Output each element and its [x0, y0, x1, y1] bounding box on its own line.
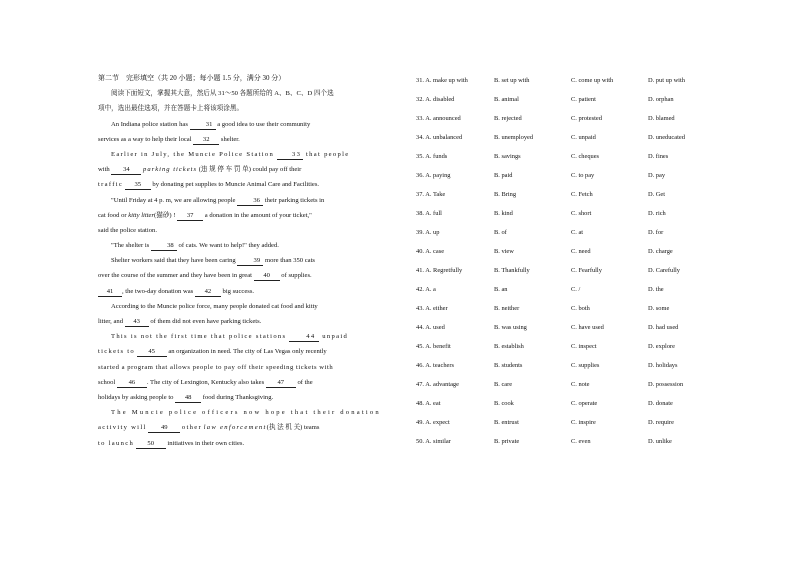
option-a-text: A. teachers [425, 362, 454, 369]
option-a [416, 432, 451, 451]
option-c: C. have used [571, 324, 604, 331]
option-row [416, 280, 716, 299]
option-a-text: A. eat [425, 400, 441, 407]
option-d: D. orphan [648, 96, 674, 103]
option-a [416, 147, 447, 166]
option-a [416, 223, 439, 242]
option-a-text: A. funds [425, 153, 448, 160]
option-b: B. of [494, 229, 507, 236]
option-row [416, 128, 716, 147]
blank-31: 31 [190, 121, 216, 130]
blank-33: 33 [277, 151, 303, 160]
blank-39: 39 [237, 257, 263, 266]
passage-line: activity will 49 other law enforcement(执 法 机 关) teams [98, 424, 320, 432]
option-c: C. inspire [571, 419, 596, 426]
question-number: 37. [416, 191, 424, 198]
option-a-text: A. Take [425, 191, 446, 198]
option-a [416, 166, 450, 185]
blank-32: 32 [193, 136, 219, 145]
option-a-text: A. either [425, 305, 448, 312]
option-d: D. for [648, 229, 664, 236]
option-d: D. some [648, 305, 670, 312]
passage-line: to launch 50 initiatives in their own cities. [98, 439, 245, 447]
option-a [416, 90, 454, 109]
option-a [416, 128, 462, 147]
option-c: C. short [571, 210, 592, 217]
option-a-text: A. up [425, 229, 440, 236]
question-number: 38. [416, 210, 424, 217]
option-c: C. even [571, 438, 591, 445]
question-number: 49. [416, 419, 424, 426]
option-b: B. entrust [494, 419, 519, 426]
passage-line: According to the Muncie police force, many people donated cat food and kitty [111, 302, 318, 310]
question-number: 43. [416, 305, 424, 312]
passage-line: services as a way to help their local 32 shelter. [98, 135, 240, 143]
option-a [416, 299, 448, 318]
option-b: B. an [494, 286, 508, 293]
option-d: D. charge [648, 248, 673, 255]
question-number: 45. [416, 343, 424, 350]
option-d: D. holidays [648, 362, 678, 369]
option-row [416, 166, 716, 185]
option-a [416, 280, 436, 299]
question-number: 47. [416, 381, 424, 388]
option-a-text: A. paying [425, 172, 451, 179]
passage-column [98, 71, 380, 451]
passage-line: "The shelter is 38 of cats. We want to help!" they added. [111, 242, 279, 250]
passage-line: "Until Friday at 4 p. m, we are allowing people 36 their parking tickets in [111, 196, 325, 204]
option-c: C. Fetch [571, 191, 593, 198]
passage-line: litter, and 43 of them did not even have parking tickets. [98, 318, 262, 325]
passage-line: 41 , the two-day donation was 42 big success. [98, 284, 380, 299]
option-row [416, 90, 716, 109]
option-a-text: A. benefit [425, 343, 451, 350]
passage-line: traffic 35 by donating pet supplies to Muncie Animal Care and Facilities. [98, 181, 320, 189]
option-a [416, 356, 454, 375]
option-c: C. supplies [571, 362, 600, 369]
blank-45: 45 [137, 348, 167, 357]
option-row [416, 318, 716, 337]
option-a-text: A. unbalanced [425, 134, 463, 141]
passage-line: The Muncie police officers now hope that their donation [111, 409, 381, 417]
option-a [416, 71, 468, 90]
blank-44: 44 [289, 333, 319, 342]
option-a-text: A. case [425, 248, 445, 255]
blank-41: 41 [98, 288, 122, 297]
option-d: D. Carefully [648, 267, 680, 274]
option-d: D. blamed [648, 115, 675, 122]
option-row [416, 147, 716, 166]
question-number: 32. [416, 96, 424, 103]
question-number: 36. [416, 172, 424, 179]
option-d: D. had used [648, 324, 679, 331]
question-number: 35. [416, 153, 424, 160]
option-b: B. Bring [494, 191, 517, 198]
option-c: C. patient [571, 96, 596, 103]
passage-line: cat food or kitty litter(猫砂) ! 37 a donation in the amount of your ticket," [98, 211, 312, 219]
option-b: B. set up with [494, 77, 530, 84]
option-a-text: A. announced [425, 115, 461, 122]
option-d: D. fines [648, 153, 669, 160]
option-a [416, 109, 461, 128]
passage-line: An Indiana police station has 31 a good idea to use their community [111, 120, 311, 128]
question-number: 50. [416, 438, 424, 445]
option-c: C. both [571, 305, 590, 312]
section-title: 第二节 完形填空（共 20 小题；每小题 1.5 分，满分 30 分） [98, 74, 286, 82]
passage-line: with 34 parking tickets (违 规 停 车 罚 单) could pay off their [98, 166, 302, 174]
passage-line: over the course of the summer and they have been in great 40 of supplies. [98, 272, 312, 280]
option-row [416, 356, 716, 375]
option-row [416, 261, 716, 280]
option-b: B. Thankfully [494, 267, 530, 274]
question-number: 46. [416, 362, 424, 369]
passage-line: holidays by asking people to 48 food during Thanksgiving. [98, 393, 274, 401]
blank-50: 50 [136, 440, 166, 449]
option-a-text: A. make up with [425, 77, 468, 84]
option-a-text: A. disabled [425, 96, 455, 103]
option-a [416, 185, 445, 204]
option-d: D. unlike [648, 438, 672, 445]
passage-line: said the police station. [98, 226, 157, 234]
blank-43: 43 [125, 318, 149, 327]
blank-34: 34 [111, 166, 141, 175]
option-a-text: A. Regretfully [425, 267, 463, 274]
option-d: D. pay [648, 172, 666, 179]
question-number: 42. [416, 286, 424, 293]
blank-48: 48 [175, 394, 201, 403]
option-b: B. paid [494, 172, 513, 179]
question-number: 39. [416, 229, 424, 236]
option-row [416, 394, 716, 413]
option-d: D. explore [648, 343, 675, 350]
option-row [416, 71, 716, 90]
passage-line: Shelter workers said that they have been caring 39 more than 350 cats [111, 257, 315, 265]
option-row [416, 375, 716, 394]
blank-49: 49 [148, 424, 180, 433]
option-a [416, 375, 459, 394]
passage-line: tickets to 45 an organization in need. The city of Las Vegas only recently [98, 348, 327, 356]
option-c: C. unpaid [571, 134, 596, 141]
option-b: B. unemployed [494, 134, 534, 141]
blank-40: 40 [254, 272, 280, 281]
question-number: 44. [416, 324, 424, 331]
question-number: 33. [416, 115, 424, 122]
option-c: C. need [571, 248, 591, 255]
option-row [416, 204, 716, 223]
passage-line: This is not the first time that police stations 44 unpaid [111, 333, 349, 341]
option-a [416, 261, 462, 280]
instruction-line-1: 阅读下面短文，掌握其大意，然后从 31～50 各题所给的 A、B、C、D 四个选 [111, 90, 334, 98]
option-a-text: A. used [425, 324, 445, 331]
option-c: C. Fearfully [571, 267, 602, 274]
option-d: D. uneducated [648, 134, 685, 141]
option-b: B. establish [494, 343, 524, 350]
option-d: D. Get [648, 191, 666, 198]
option-row [416, 242, 716, 261]
option-d: D. rich [648, 210, 666, 217]
blank-46: 46 [117, 379, 147, 388]
option-a [416, 318, 445, 337]
option-row [416, 185, 716, 204]
blank-42: 42 [195, 288, 221, 297]
option-a [416, 242, 444, 261]
option-b: B. cook [494, 400, 514, 407]
option-row [416, 337, 716, 356]
blank-35: 35 [125, 181, 151, 190]
option-row [416, 299, 716, 318]
option-row [416, 413, 716, 432]
blank-47: 47 [266, 379, 296, 388]
option-d: D. put up with [648, 77, 685, 84]
option-a [416, 337, 451, 356]
option-c: C. at [571, 229, 584, 236]
option-d: D. require [648, 419, 674, 426]
instruction-line-2: 项中，选出最佳选项，并在答题卡上将该项涂黑。 [98, 105, 244, 113]
option-a-text: A. a [425, 286, 436, 293]
option-a-text: A. full [425, 210, 442, 217]
option-b: B. was using [494, 324, 527, 331]
option-c: C. protested [571, 115, 602, 122]
question-number: 34. [416, 134, 424, 141]
question-number: 31. [416, 77, 424, 84]
option-b: B. animal [494, 96, 519, 103]
option-a [416, 204, 442, 223]
option-row [416, 223, 716, 242]
blank-36: 36 [237, 197, 263, 206]
passage-line: school 46 . The city of Lexington, Kentucky also takes 47 of the [98, 378, 313, 386]
option-d: D. possession [648, 381, 684, 388]
option-a [416, 394, 441, 413]
blank-38: 38 [151, 242, 177, 251]
option-d: D. donate [648, 400, 673, 407]
option-a-text: A. advantage [425, 381, 459, 388]
option-c: C. operate [571, 400, 598, 407]
option-c: C. to pay [571, 172, 595, 179]
option-b: B. care [494, 381, 513, 388]
option-c: C. cheques [571, 153, 600, 160]
option-d: D. the [648, 286, 664, 293]
option-b: B. students [494, 362, 523, 369]
option-row [416, 109, 716, 128]
option-a-text: A. expect [425, 419, 450, 426]
option-b: B. neither [494, 305, 520, 312]
option-b: B. private [494, 438, 520, 445]
option-b: B. view [494, 248, 514, 255]
options-column [416, 71, 716, 451]
blank-37: 37 [177, 212, 203, 221]
question-number: 48. [416, 400, 424, 407]
option-row [416, 432, 716, 451]
question-number: 41. [416, 267, 424, 274]
option-c: C. / [571, 286, 581, 293]
option-b: B. kind [494, 210, 513, 217]
option-a-text: A. similar [425, 438, 451, 445]
option-b: B. rejected [494, 115, 522, 122]
option-c: C. come up with [571, 77, 614, 84]
option-c: C. inspect [571, 343, 597, 350]
option-a [416, 413, 450, 432]
option-c: C. note [571, 381, 590, 388]
passage-line: started a program that allows people to pay off their speeding tickets with [98, 363, 334, 371]
option-b: B. savings [494, 153, 521, 160]
question-number: 40. [416, 248, 424, 255]
passage-line: Earlier in July, the Muncie Police Station 33 that people [111, 150, 350, 158]
